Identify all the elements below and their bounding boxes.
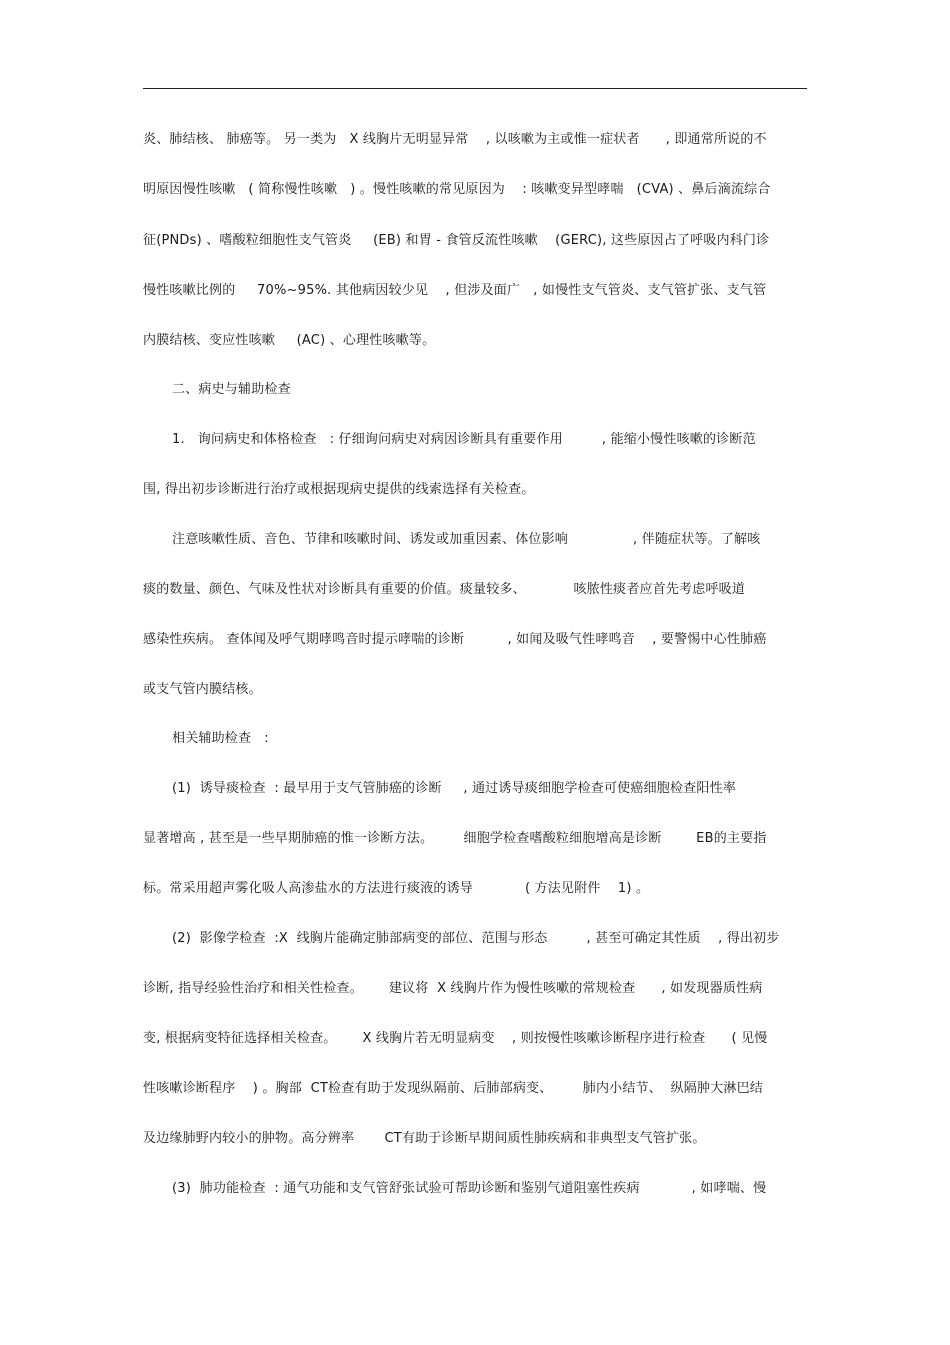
header-rule: [143, 88, 807, 89]
text-line: 注意咳嗽性质、音色、节律和咳嗽时间、诱发或加重因素、体位影响 , 伴随症状等。了解咳: [172, 532, 761, 547]
text-line: (3) 肺功能检查 : 通气功能和支气管舒张试验可帮助诊断和鉴别气道阻塞性疾病 , 如哮喘、慢: [172, 1181, 767, 1196]
text-line: 变, 根据病变特征选择相关检查。 X 线胸片若无明显病变 , 则按慢性咳嗽诊断程序进行检查 ( 见慢: [143, 1031, 768, 1046]
text-line: 1. 询问病史和体格检查 : 仔细询问病史对病因诊断具有重要作用 , 能缩小慢性咳嗽的诊断范: [172, 432, 756, 447]
text-line: 性咳嗽诊断程序 ) 。胸部 CT检查有助于发现纵隔前、后肺部病变、 肺内小结节、 纵隔肿大淋巴结: [143, 1081, 764, 1096]
text-line: 诊断, 指导经验性治疗和相关性检查。 建议将 X 线胸片作为慢性咳嗽的常规检查 , 如发现器质性病: [143, 981, 763, 996]
text-line: 慢性咳嗽比例的 70%~95%. 其他病因较少见 , 但涉及面广 , 如慢性支气管炎、支气管扩张、支气管: [143, 283, 767, 298]
subsection-heading: 相关辅助检查 :: [172, 731, 269, 746]
text-line: 炎、肺结核、 肺癌等。 另一类为 X 线胸片无明显异常 , 以咳嗽为主或惟一症状者 , 即通常所说的不: [143, 132, 767, 147]
text-line: 围, 得出初步诊断进行治疗或根据现病史提供的线索选择有关检查。: [143, 482, 535, 497]
text-line: (2) 影像学检查 :X 线胸片能确定肺部病变的部位、范围与形态 , 甚至可确定其性质 , 得出初步: [172, 931, 780, 946]
text-line: 显著增高 , 甚至是一些早期肺癌的惟一诊断方法。 细胞学检查嗜酸粒细胞增高是诊断 EB的主要指: [143, 831, 767, 846]
text-line: 或支气管内膜结核。: [143, 682, 262, 697]
text-line: (1) 诱导痰检查 : 最早用于支气管肺癌的诊断 , 通过诱导痰细胞学检查可使癌细胞检查阳性率: [172, 781, 736, 796]
text-line: 标。常采用超声雾化吸人高渗盐水的方法进行痰液的诱导 ( 方法见附件 1) 。: [143, 881, 650, 896]
text-line: 及边缘肺野内较小的肿物。高分辨率 CT有助于诊断早期间质性肺疾病和非典型支气管扩张。: [143, 1131, 706, 1146]
text-line: 内膜结核、变应性咳嗽 (AC) 、心理性咳嗽等。: [143, 333, 436, 348]
section-heading: 二、病史与辅助检查: [172, 382, 291, 397]
text-line: 征(PNDs) 、嗜酸粒细胞性支气管炎 (EB) 和胃 - 食管反流性咳嗽 (GERC), 这些原因占了呼吸内科门诊: [143, 233, 770, 248]
text-line: 明原因慢性咳嗽 ( 简称慢性咳嗽 ) 。慢性咳嗽的常见原因为 : 咳嗽变异型哮喘 (CVA) 、鼻后滴流综合: [143, 182, 771, 197]
text-line: 痰的数量、颜色、气味及性状对诊断具有重要的价值。痰量较多、 咳脓性痰者应首先考虑呼吸道: [143, 582, 746, 597]
text-line: 感染性疾病。 查体闻及呼气期哮鸣音时提示哮喘的诊断 , 如闻及吸气性哮鸣音 , 要警惕中心性肺癌: [143, 632, 767, 647]
